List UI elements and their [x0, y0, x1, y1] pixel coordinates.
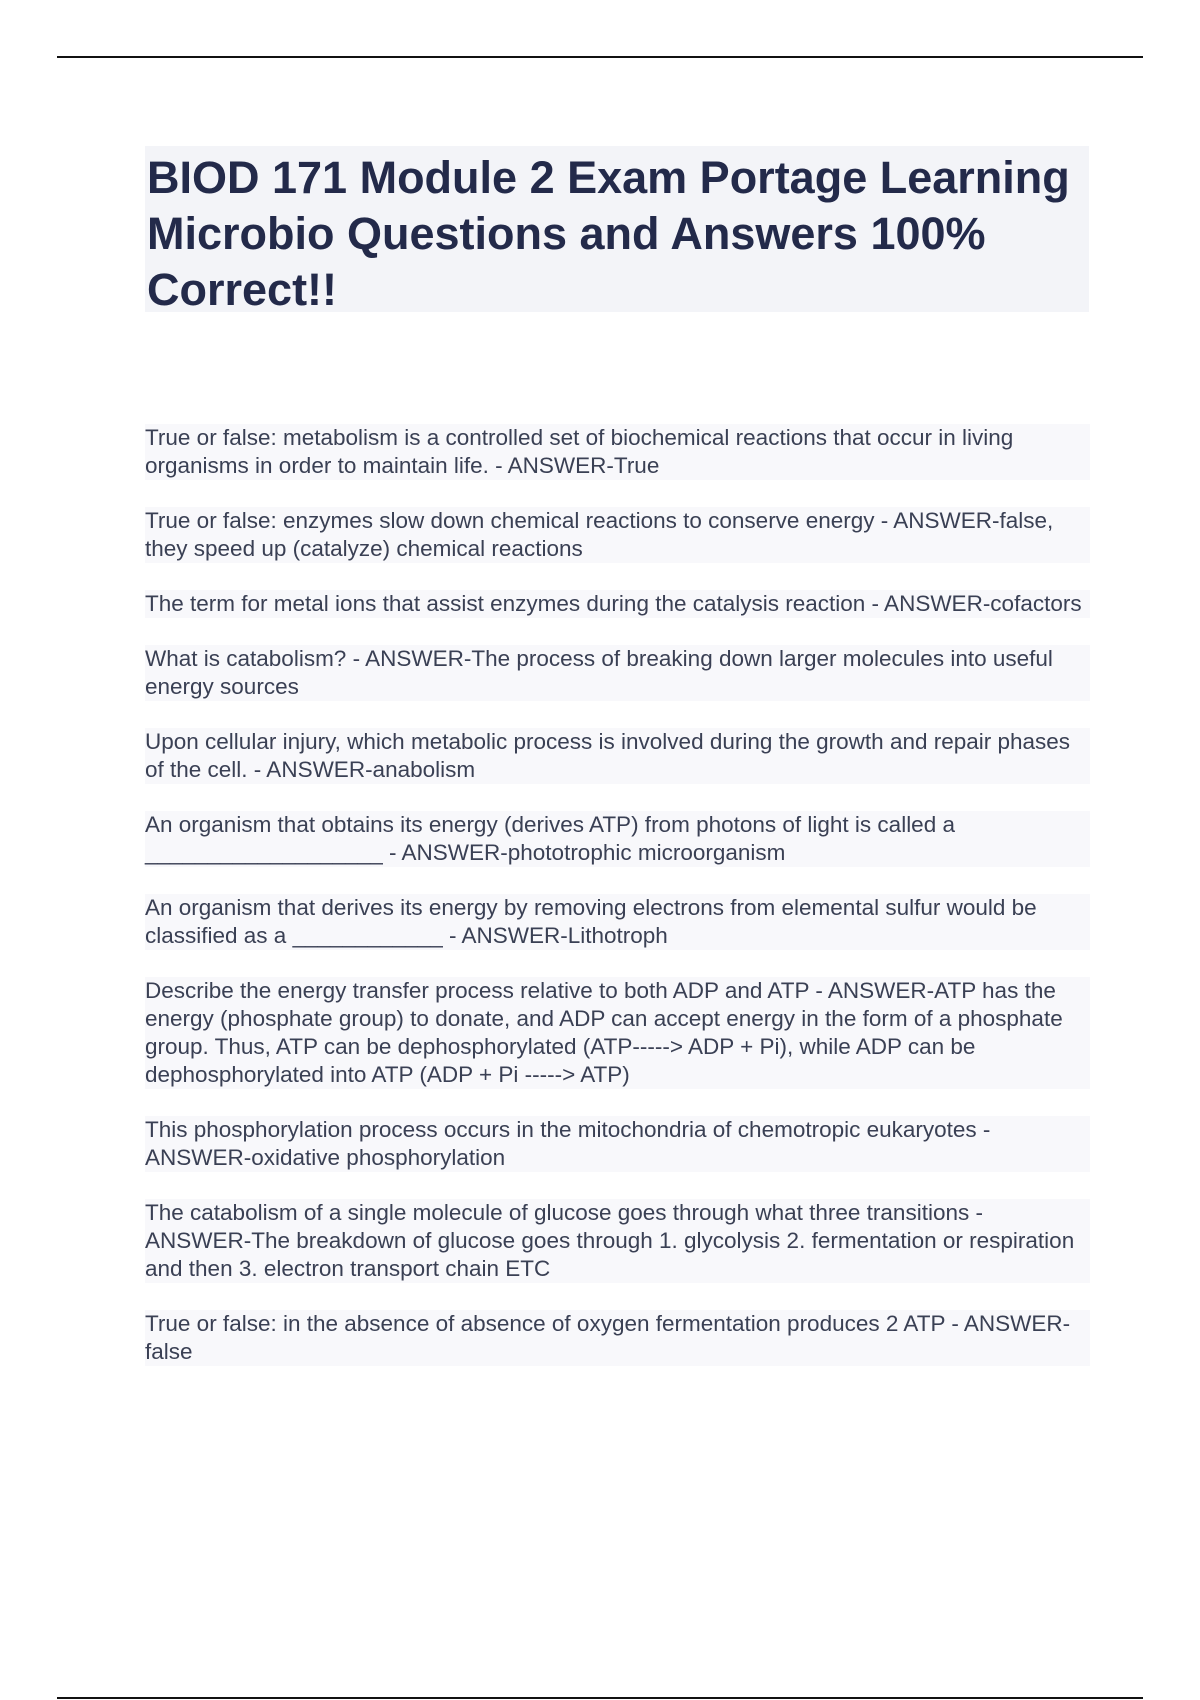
bottom-rule — [57, 1697, 1143, 1699]
qa-item-2: True or false: enzymes slow down chemical reactions to conserve energy - ANSWER-false, they speed up (catalyze) chemical reactions — [145, 507, 1090, 563]
qa-item-4: What is catabolism? - ANSWER-The process of breaking down larger molecules into useful energy sources — [145, 645, 1090, 701]
title-block — [145, 146, 1089, 315]
qa-item-10: The catabolism of a single molecule of glucose goes through what three transitions - ANSWER-The breakdown of glucose goes through 1. glycolysis 2. fermentation or respiration and then 3. electron transport chain ETC — [145, 1199, 1090, 1283]
qa-item-5: Upon cellular injury, which metabolic process is involved during the growth and repair phases of the cell. - ANSWER-anabolism — [145, 728, 1090, 784]
document-title: BIOD 171 Module 2 Exam Portage Learning Microbio Questions and Answers 100% Correct!! — [147, 152, 1070, 315]
top-rule — [57, 56, 1143, 58]
qa-item-11: True or false: in the absence of absence of oxygen fermentation produces 2 ATP - ANSWER-false — [145, 1310, 1090, 1366]
qa-item-6: An organism that obtains its energy (derives ATP) from photons of light is called a ___________________ - ANSWER-phototrophic microorganism — [145, 811, 1090, 867]
qa-item-9: This phosphorylation process occurs in the mitochondria of chemotropic eukaryotes - ANSWER-oxidative phosphorylation — [145, 1116, 1090, 1172]
qa-item-7: An organism that derives its energy by removing electrons from elemental sulfur would be classified as a ____________ - ANSWER-Lithotroph — [145, 894, 1090, 950]
qa-list — [145, 424, 1090, 1393]
qa-item-3: The term for metal ions that assist enzymes during the catalysis reaction - ANSWER-cofactors — [145, 590, 1090, 618]
qa-item-8: Describe the energy transfer process relative to both ADP and ATP - ANSWER-ATP has the energy (phosphate group) to donate, and ADP can accept energy in the form of a phosphate group. Thus, ATP can be dephosphorylated (ATP-----> ADP + Pi), while ADP can be dephosphorylated into ATP (ADP + Pi -----> ATP) — [145, 977, 1090, 1089]
qa-item-1: True or false: metabolism is a controlled set of biochemical reactions that occur in living organisms in order to maintain life. - ANSWER-True — [145, 424, 1090, 480]
